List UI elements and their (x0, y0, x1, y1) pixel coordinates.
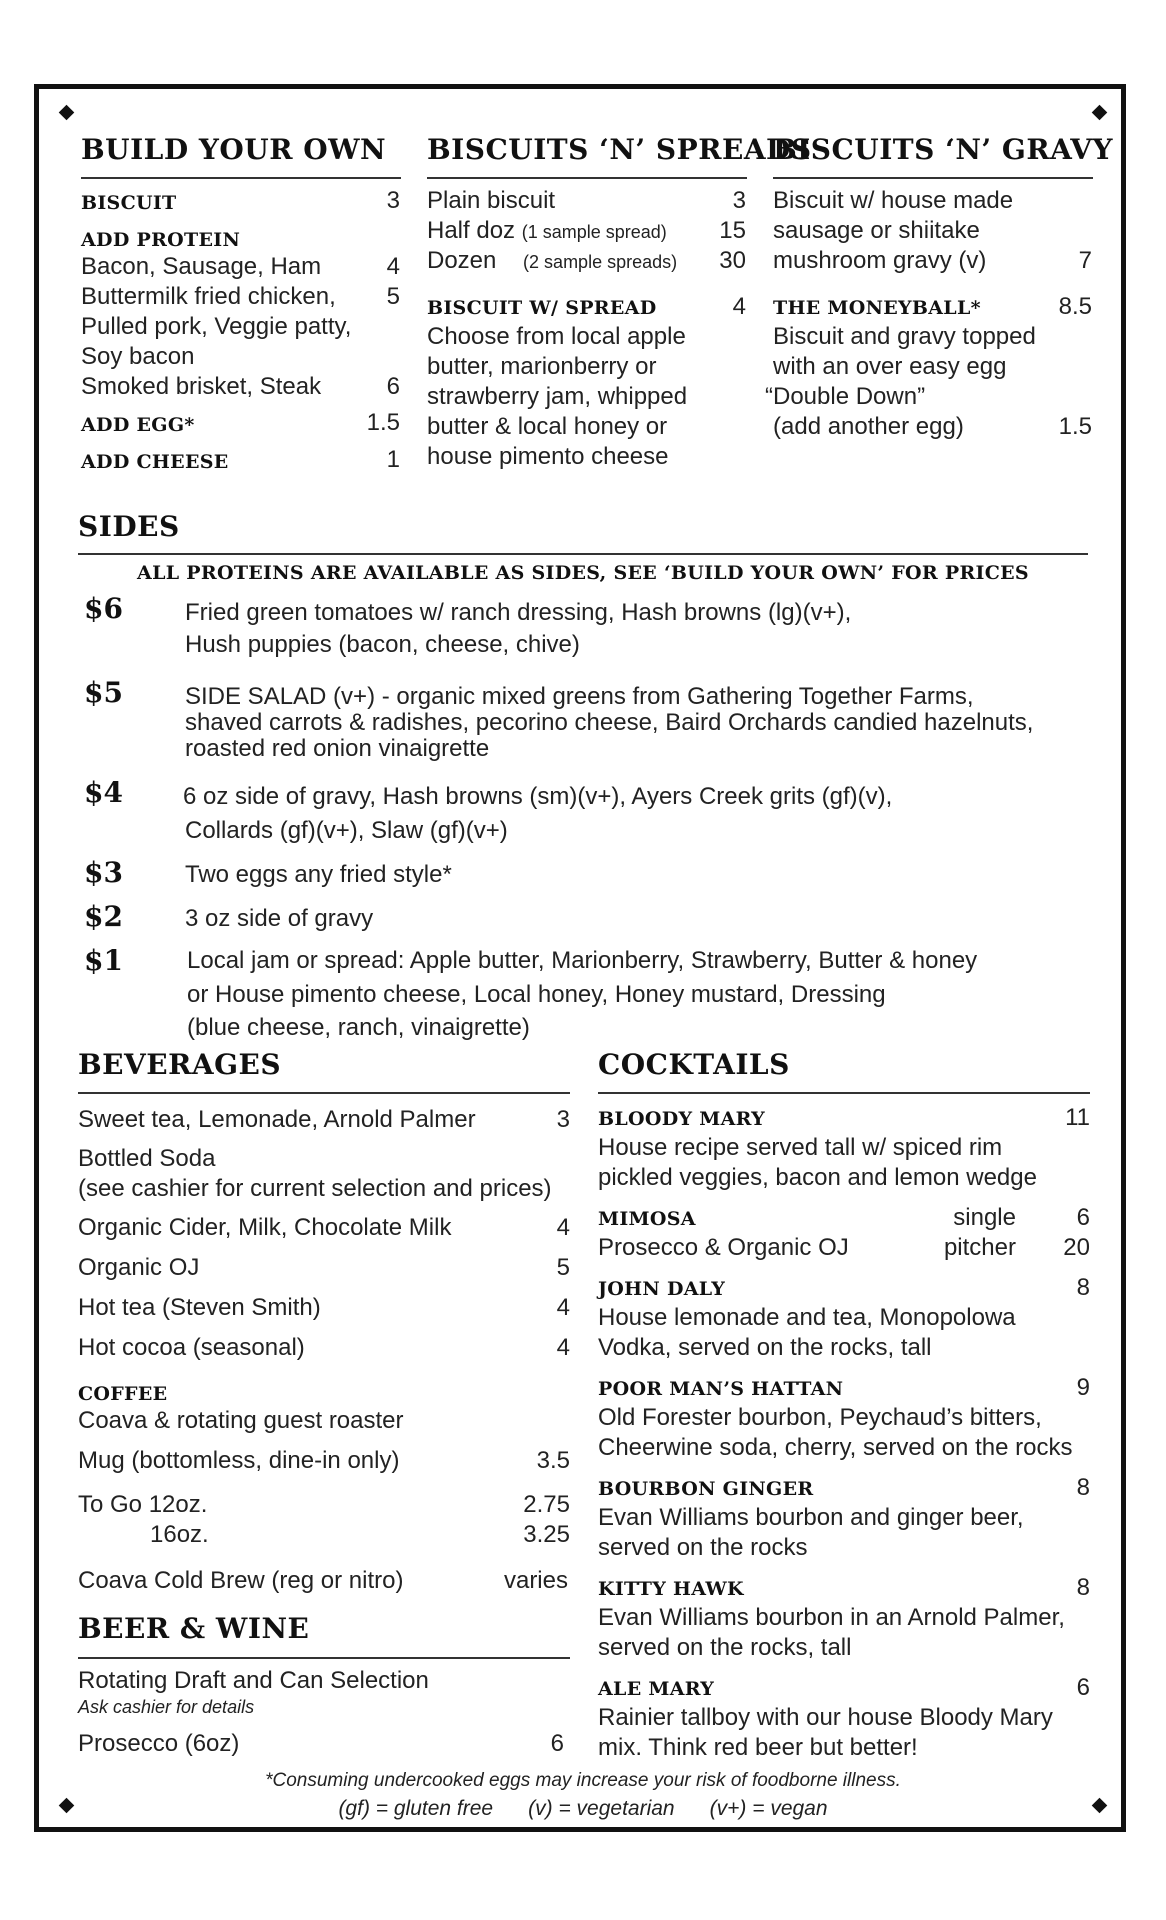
cocktail-desc: House recipe served tall w/ spiced rim (598, 1134, 1003, 1161)
spread-desc: butter, marionberry or (427, 353, 657, 380)
divider (78, 553, 1088, 555)
cocktails-title: COCKTAILS (598, 1048, 790, 1081)
protein-item: Buttermilk fried chicken, (81, 283, 336, 310)
beverage-item: Hot tea (Steven Smith) (78, 1294, 321, 1321)
cocktail-desc: served on the rocks, tall (598, 1634, 852, 1661)
cocktail-desc: Vodka, served on the rocks, tall (598, 1334, 932, 1361)
cocktail-desc: Old Forester bourbon, Peychaud’s bitters, (598, 1404, 1042, 1431)
cocktail-price: 9 (1076, 1374, 1090, 1401)
cocktail-desc: Prosecco & Organic OJ (598, 1234, 849, 1261)
cocktail-desc: Evan Williams bourbon and ginger beer, (598, 1504, 1024, 1531)
cocktail-desc: Evan Williams bourbon in an Arnold Palmer, (598, 1604, 1065, 1631)
coffee-mug-price: 3.5 (536, 1447, 570, 1474)
prosecco-price: 6 (550, 1730, 564, 1757)
gravy-desc: Biscuit w/ house made (773, 187, 1014, 214)
dozen-note: (2 sample spreads) (523, 252, 678, 272)
side-tier-line: Local jam or spread: Apple butter, Marionberry, Strawberry, Butter & honey (187, 947, 978, 974)
mimosa-single-label: single (953, 1204, 1016, 1231)
gluten-free-legend: (gf) = gluten free (338, 1797, 494, 1820)
beverage-item: Bottled Soda (78, 1145, 216, 1172)
vegetarian-legend: (v) = vegetarian (528, 1797, 675, 1820)
add-egg-label: ADD EGG* (81, 414, 195, 436)
side-tier-line: Two eggs any fried style* (185, 861, 452, 888)
beverage-item: Organic Cider, Milk, Chocolate Milk (78, 1214, 452, 1241)
build-your-own-title: BUILD YOUR OWN (81, 133, 387, 166)
protein-price: 5 (386, 283, 400, 310)
moneyball-desc: (add another egg) (773, 413, 964, 440)
beverage-price: 4 (556, 1294, 570, 1321)
add-protein-label: ADD PROTEIN (81, 229, 241, 251)
protein-price: 6 (386, 373, 400, 400)
coffee-togo-16-price: 3.25 (523, 1521, 570, 1548)
coffee-roaster: Coava & rotating guest roaster (78, 1407, 404, 1434)
sides-title: SIDES (78, 510, 180, 543)
side-tier-line: roasted red onion vinaigrette (185, 735, 490, 762)
mimosa-single-price: 6 (1076, 1204, 1090, 1231)
half-dozen-note: (1 sample spread) (521, 222, 667, 242)
draft-selection: Rotating Draft and Can Selection (78, 1667, 429, 1694)
divider (598, 1092, 1090, 1094)
beverage-item: Sweet tea, Lemonade, Arnold Palmer (78, 1106, 476, 1133)
cocktail-name: ALE MARY (598, 1678, 715, 1700)
beverage-item: (see cashier for current selection and prices) (78, 1175, 552, 1202)
spread-desc: butter & local honey or (427, 413, 668, 440)
plain-biscuit-price: 3 (732, 187, 746, 214)
add-egg-price: 1.5 (366, 409, 400, 436)
coffee-togo-16: 16oz. (150, 1521, 209, 1548)
extra-egg-price: 1.5 (1058, 413, 1092, 440)
half-dozen-price: 15 (719, 217, 746, 244)
gravy-price: 7 (1078, 247, 1092, 274)
cocktail-price: 11 (1065, 1104, 1090, 1131)
side-tier-line: Hush puppies (bacon, cheese, chive) (185, 631, 580, 658)
half-dozen-label: Half doz (427, 217, 516, 244)
biscuit-label: BISCUIT (81, 192, 177, 214)
moneyball-desc: with an over easy egg (773, 353, 1007, 380)
beverages-title: BEVERAGES (78, 1048, 282, 1081)
add-cheese-label: ADD CHEESE (81, 451, 229, 473)
cocktail-name: POOR MAN’S HATTAN (598, 1378, 844, 1400)
moneyball-price: 8.5 (1058, 293, 1092, 320)
biscuit-w-spread-label: BISCUIT W/ SPREAD (427, 297, 657, 319)
protein-item: Bacon, Sausage, Ham (81, 253, 322, 280)
protein-item: Smoked brisket, Steak (81, 373, 322, 400)
side-tier-price: $5 (84, 676, 123, 709)
plain-biscuit: Plain biscuit (427, 187, 556, 214)
sides-note: ALL PROTEINS ARE AVAILABLE AS SIDES, SEE ‘BUILD YOUR OWN’ FOR PRICES (137, 562, 1029, 584)
side-tier-line: or House pimento cheese, Local honey, Honey mustard, Dressing (187, 981, 886, 1008)
cocktail-price: 8 (1076, 1274, 1090, 1301)
side-tier-price: $6 (84, 592, 123, 625)
mimosa-pitcher-label: pitcher (943, 1234, 1016, 1261)
cold-brew-price: varies (503, 1567, 568, 1594)
beverage-item: Hot cocoa (seasonal) (78, 1334, 305, 1361)
beverage-price: 4 (556, 1214, 570, 1241)
divider (773, 177, 1093, 179)
coffee-label: COFFEE (78, 1383, 168, 1405)
cocktail-desc: pickled veggies, bacon and lemon wedge (598, 1164, 1037, 1191)
spread-desc: Choose from local apple (427, 323, 686, 350)
cocktail-name: BOURBON GINGER (598, 1478, 814, 1500)
coffee-togo-12-price: 2.75 (523, 1491, 570, 1518)
coffee-togo-12: To Go 12oz. (78, 1491, 208, 1518)
protein-item: Soy bacon (81, 343, 195, 370)
coffee-mug: Mug (bottomless, dine-in only) (78, 1447, 400, 1474)
divider (78, 1092, 570, 1094)
side-tier-price: $1 (84, 944, 123, 977)
side-tier-price: $2 (84, 900, 123, 933)
dozen (427, 246, 677, 277)
egg-warning: *Consuming undercooked eggs may increase your risk of foodborne illness. (265, 1770, 901, 1791)
side-tier-line: (blue cheese, ranch, vinaigrette) (187, 1014, 530, 1041)
protein-price: 4 (386, 253, 400, 280)
cocktail-desc: House lemonade and tea, Monopolowa (598, 1304, 1016, 1331)
spread-desc: strawberry jam, whipped (427, 383, 688, 410)
dozen-price: 30 (719, 247, 746, 274)
beverage-price: 5 (556, 1254, 570, 1281)
beverage-price: 3 (556, 1106, 570, 1133)
beverage-price: 4 (556, 1334, 570, 1361)
dozen-label: Dozen (427, 247, 497, 274)
divider (81, 177, 401, 179)
divider (427, 177, 747, 179)
cocktail-price: 8 (1076, 1474, 1090, 1501)
side-tier-price: $3 (84, 856, 123, 889)
side-tier-price: $4 (84, 776, 123, 809)
side-tier-line: Collards (gf)(v+), Slaw (gf)(v+) (185, 817, 508, 844)
biscuits-spreads-title: BISCUITS ‘N’ SPREADS (427, 133, 812, 166)
side-tier-line: shaved carrots & radishes, pecorino cheese, Baird Orchards candied hazelnuts, (185, 709, 1034, 736)
cocktail-desc: Cheerwine soda, cherry, served on the rocks (598, 1434, 1073, 1461)
cocktail-desc: served on the rocks (598, 1534, 808, 1561)
cocktail-name: JOHN DALY (598, 1278, 726, 1300)
divider (78, 1657, 570, 1659)
cocktail-name: MIMOSA (598, 1208, 696, 1230)
prosecco: Prosecco (6oz) (78, 1730, 240, 1757)
side-tier-line: 6 oz side of gravy, Hash browns (sm)(v+), Ayers Creek grits (gf)(v), (183, 783, 893, 810)
moneyball-desc: Biscuit and gravy topped (773, 323, 1036, 350)
cocktail-name: BLOODY MARY (598, 1108, 766, 1130)
side-tier-line: Fried green tomatoes w/ ranch dressing, Hash browns (lg)(v+), (185, 599, 852, 626)
add-cheese-price: 1 (386, 446, 400, 473)
biscuits-gravy-title: BISCUITS ‘N’ GRAVY (773, 133, 1114, 166)
protein-item: Pulled pork, Veggie patty, (81, 313, 352, 340)
biscuit-w-spread-price: 4 (732, 293, 746, 320)
draft-note: Ask cashier for details (78, 1697, 255, 1717)
cold-brew: Coava Cold Brew (reg or nitro) (78, 1567, 404, 1594)
mimosa-pitcher-price: 20 (1063, 1234, 1090, 1261)
beer-wine-title: BEER & WINE (78, 1612, 310, 1645)
diet-legend (0, 1797, 1166, 1821)
gravy-desc: sausage or shiitake (773, 217, 980, 244)
cocktail-desc: Rainier tallboy with our house Bloody Mary (598, 1704, 1053, 1731)
cocktail-price: 6 (1076, 1674, 1090, 1701)
vegan-legend: (v+) = vegan (709, 1797, 828, 1820)
half-dozen (427, 216, 667, 247)
cocktail-price: 8 (1076, 1574, 1090, 1601)
cocktail-name: KITTY HAWK (598, 1578, 744, 1600)
biscuit-price: 3 (386, 187, 400, 214)
moneyball-label: THE MONEYBALL* (773, 297, 981, 319)
side-tier-line: 3 oz side of gravy (185, 905, 374, 932)
spread-desc: house pimento cheese (427, 443, 669, 470)
side-tier-line: SIDE SALAD (v+) - organic mixed greens from Gathering Together Farms, (185, 683, 974, 710)
gravy-desc: mushroom gravy (v) (773, 247, 987, 274)
moneyball-desc: “Double Down” (765, 383, 926, 410)
cocktail-desc: mix. Think red beer but better! (598, 1734, 918, 1761)
beverage-item: Organic OJ (78, 1254, 200, 1281)
